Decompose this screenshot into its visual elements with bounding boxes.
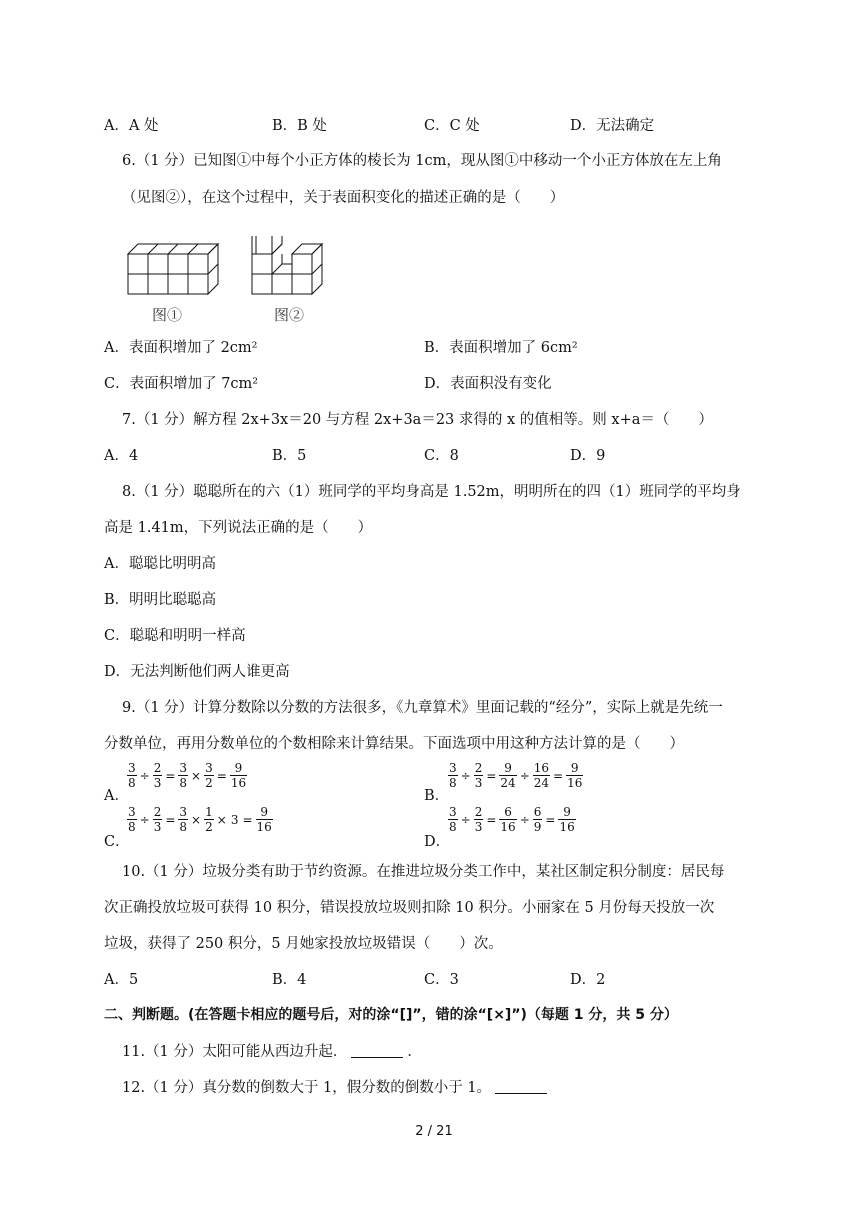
q6-option-a: A．表面积增加了 2cm² (104, 340, 258, 356)
q8-stem-line2: 高是 1.41m，下列说法正确的是（ ） (104, 520, 373, 536)
q10-option-c: C．3 (424, 972, 459, 988)
q8-option-b: B．明明比聪聪高 (104, 592, 217, 608)
figure-2-label: 图② (274, 306, 305, 324)
q7-option-c: C．8 (424, 448, 459, 464)
q6-option-d: D．表面积没有变化 (424, 376, 552, 392)
q12-answer-blank[interactable] (495, 1079, 547, 1094)
q7-option-b: B．5 (272, 448, 307, 464)
q6-stem-line1: 6.（1 分）已知图①中每个小正方体的棱长为 1cm，现从图①中移动一个小正方体放在左上角 (122, 153, 722, 169)
q6-stem-line2: （见图②），在这个过程中，关于表面积变化的描述正确的是（ ） (122, 190, 565, 206)
q12-row (122, 1076, 551, 1097)
q6-option-c: C．表面积增加了 7cm² (104, 376, 259, 392)
q9-stem-line2: 分数单位，再用分数单位的个数相除来计算结果。下面选项中用这种方法计算的是（ ） (104, 736, 684, 752)
q9-option-a-expr: $\frac{3}{8}$ ÷ $\frac{2}{3}$ = $\frac{3}{8}$ × $\frac{3}{2}$ = $\frac{9}{16}$ (128, 761, 247, 790)
q12-stem: 12.（1 分）真分数的倒数大于 1，假分数的倒数小于 1。 (122, 1080, 492, 1096)
q5-option-b: B．B 处 (272, 118, 327, 134)
figure-1-label: 图① (152, 306, 183, 324)
q5-option-a: A．A 处 (104, 118, 159, 134)
q9-stem-line1: 9.（1 分）计算分数除以分数的方法很多，《九章算术》里面记载的“经分”，实际上就是先统一 (122, 700, 723, 716)
q9-option-b-label: B． (424, 788, 450, 804)
q9-option-c-label: C． (104, 834, 130, 850)
q7-option-d: D．9 (570, 448, 606, 464)
q9-option-d-label: D． (424, 834, 451, 850)
q9-option-d-expr: $\frac{3}{8}$ ÷ $\frac{2}{3}$ = $\frac{6}{16}$ ÷ $\frac{6}{9}$ = $\frac{9}{16}$ (449, 805, 575, 834)
q8-stem-line1: 8.（1 分）聪聪所在的六（1）班同学的平均身高是 1.52m，明明所在的四（1）班同学的平均身 (122, 484, 741, 500)
q6-figures (126, 236, 336, 324)
q5-option-c: C．C 处 (424, 118, 480, 134)
q9-option-c-expr: $\frac{3}{8}$ ÷ $\frac{2}{3}$ = $\frac{3}{8}$ × $\frac{1}{2}$ × 3 = $\frac{9}{16}$ (128, 805, 272, 834)
q11-stem: 11.（1 分）太阳可能从西边升起． (122, 1044, 348, 1060)
q10-stem-line2: 次正确投放垃圾可获得 10 积分，错误投放垃圾则扣除 10 积分。小丽家在 5 月份每天投放一次 (104, 900, 715, 916)
figure-1-cubes (128, 244, 218, 294)
q11-row (122, 1040, 422, 1061)
q10-option-b: B．4 (272, 972, 307, 988)
q6-option-b: B．表面积增加了 6cm² (424, 340, 578, 356)
q10-option-a: A．5 (104, 972, 139, 988)
page-number: 2 / 21 (415, 1124, 453, 1139)
q9-option-a-label: A． (104, 788, 129, 804)
q8-option-d: D．无法判断他们两人谁更高 (104, 664, 290, 680)
q10-stem-line1: 10.（1 分）垃圾分类有助于节约资源。在推进垃圾分类工作中，某社区制定积分制度：居民每 (122, 864, 725, 880)
q11-answer-blank[interactable] (351, 1043, 403, 1058)
figure-2-cubes (252, 236, 322, 294)
q9-option-b-expr: $\frac{3}{8}$ ÷ $\frac{2}{3}$ = $\frac{9}{24}$ ÷ $\frac{16}{24}$ = $\frac{9}{16}$ (449, 761, 583, 790)
q10-stem-line3: 垃圾，获得了 250 积分，5 月她家投放垃圾错误（ ）次。 (104, 936, 503, 952)
q7-stem: 7.（1 分）解方程 2x+3x＝20 与方程 2x+3a＝23 求得的 x 的值相等。则 x+a＝（ ） (122, 412, 713, 428)
q10-option-d: D．2 (570, 972, 606, 988)
q8-option-c: C．聪聪和明明一样高 (104, 628, 246, 644)
q8-option-a: A．聪聪比明明高 (104, 556, 216, 572)
q7-option-a: A．4 (104, 448, 139, 464)
q11-end-mark: ． (407, 1044, 422, 1060)
section-2-heading: 二、判断题。(在答题卡相应的题号后，对的涂“[]”，错的涂“[×]”)（每题 1 分，共 5 分） (104, 1007, 678, 1023)
q5-option-d: D．无法确定 (570, 118, 655, 134)
